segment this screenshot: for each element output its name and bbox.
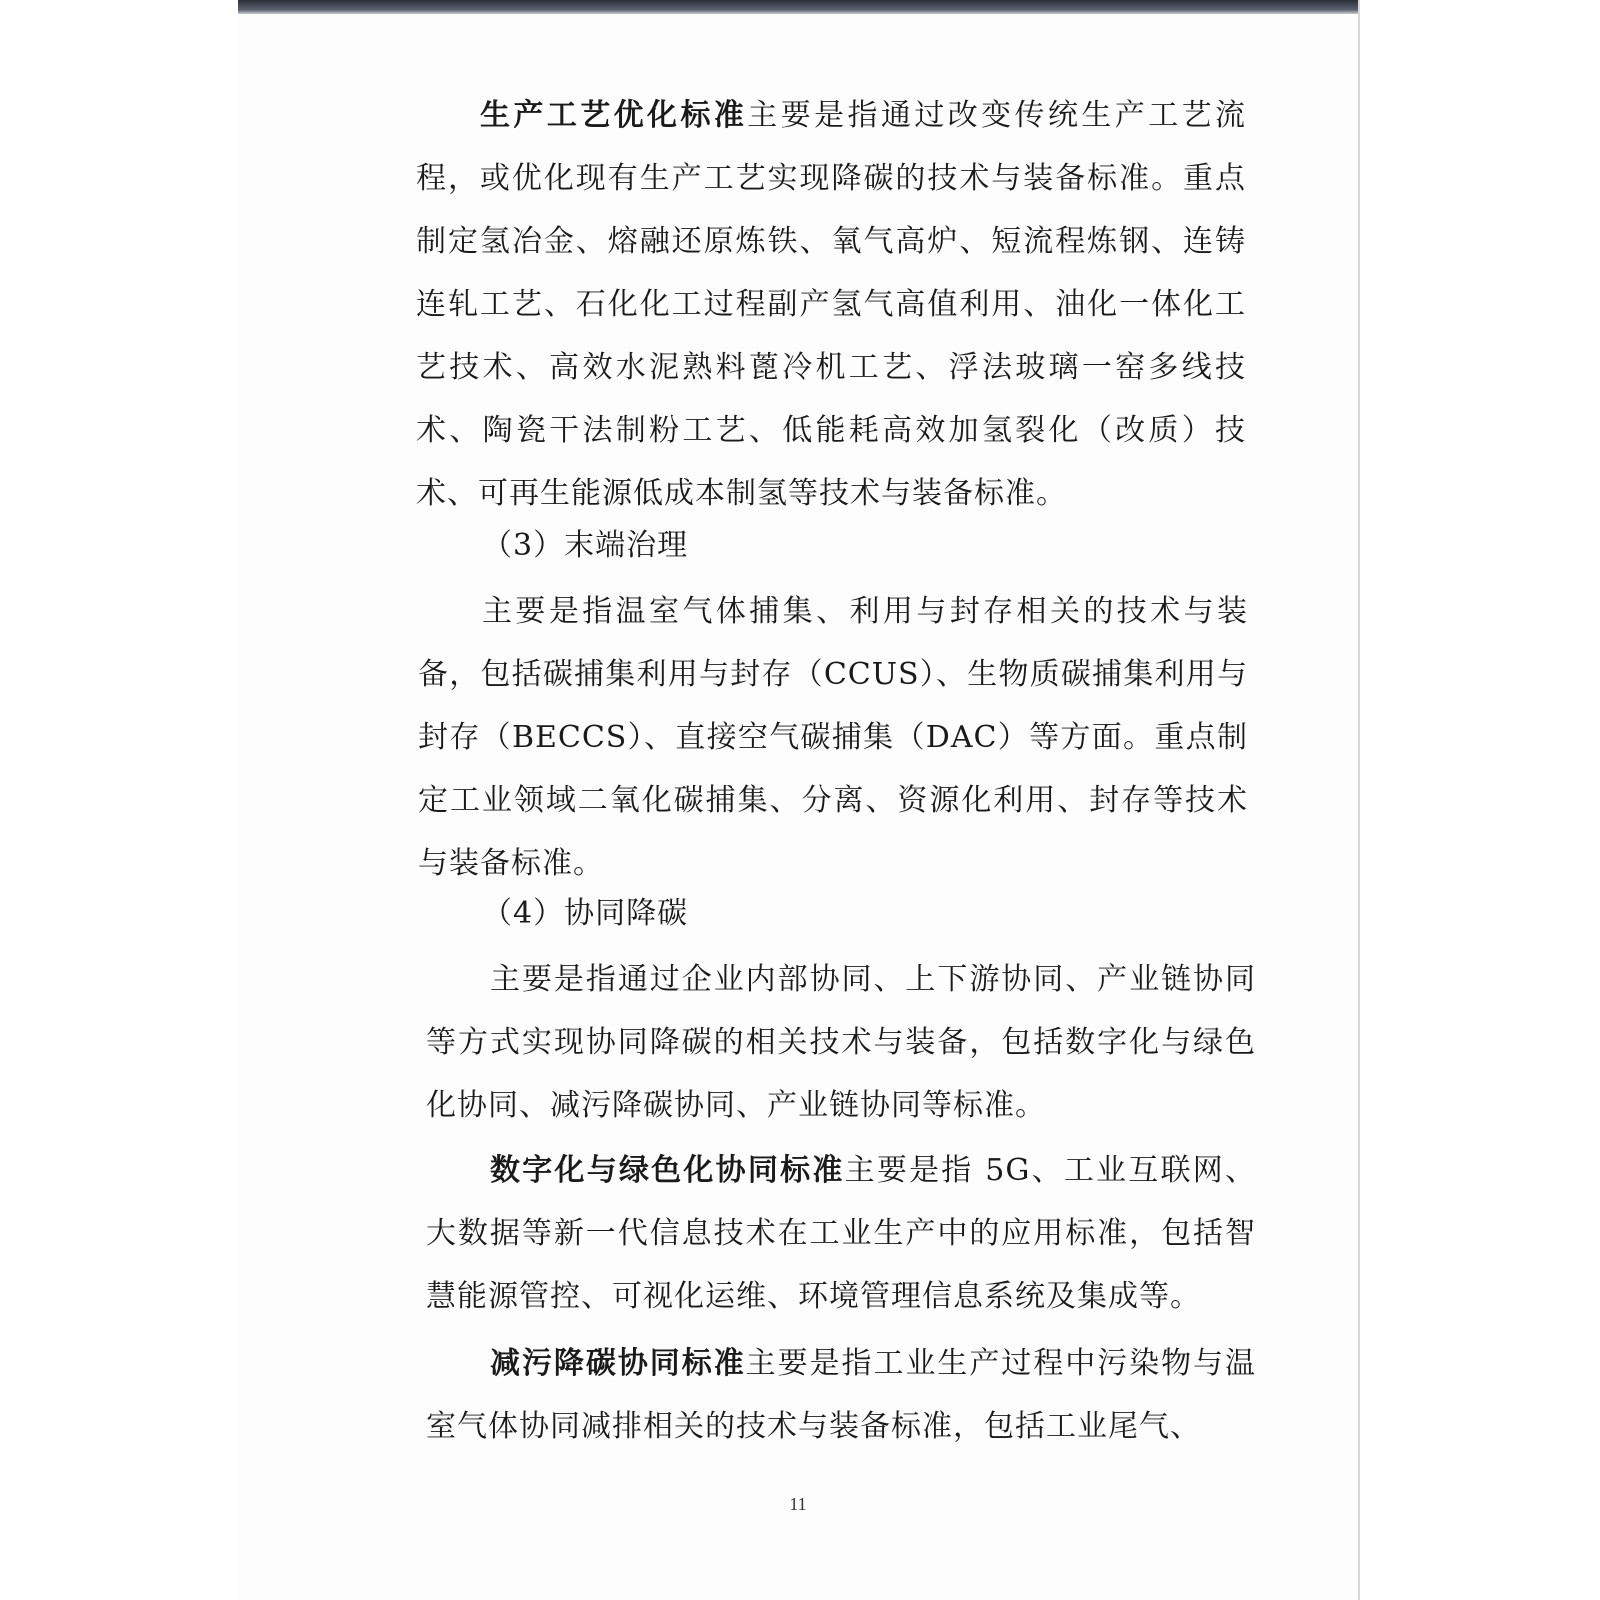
- paragraph-text: 主要是指工业生产过程中污染物与温室气体协同减排相关的技术与装备标准，包括工业尾气、: [426, 1346, 1257, 1444]
- section-heading-end-treatment: （3）末端治理: [482, 528, 689, 563]
- scan-top-edge: [238, 0, 1360, 14]
- paragraph-digital-green: [426, 1139, 1256, 1328]
- paragraph-process-optimization: [416, 84, 1246, 525]
- scan-right-edge: [1358, 0, 1360, 1600]
- paragraph-text: 主要是指通过改变传统生产工艺流程，或优化现有生产工艺实现降碳的技术与装备标准。重点制定氢冶金、熔融还原炼铁、氧气高炉、短流程炼钢、连铸连轧工艺、石化化工过程副产氢气高值利用、油化一体化工艺技术、高效水泥熟料蓖冷机工艺、浮法玻璃一窑多线技术、陶瓷干法制粉工艺、低能耗高效加氢裂化（改质）技术、可再生能源低成本制氢等技术与装备标准。: [416, 98, 1247, 511]
- paragraph-lead: 数字化与绿色化协同标准: [490, 1153, 845, 1188]
- document-page: [238, 14, 1358, 1600]
- page-number: 11: [789, 1494, 807, 1514]
- section-heading-collaborative-reduction: （4）协同降碳: [482, 896, 689, 931]
- paragraph-pollution-carbon: [426, 1332, 1256, 1458]
- paragraph-text: 主要是指 5G、工业互联网、大数据等新一代信息技术在工业生产中的应用标准，包括智慧能源管控、可视化运维、环境管理信息系统及集成等。: [426, 1153, 1257, 1314]
- paragraph-lead: 生产工艺优化标准: [480, 98, 748, 133]
- paragraph-text: 主要是指通过企业内部协同、上下游协同、产业链协同等方式实现协同降碳的相关技术与装备，包括数字化与绿色化协同、减污降碳协同、产业链协同等标准。: [426, 962, 1256, 1123]
- paragraph-end-treatment: [418, 580, 1248, 895]
- paragraph-text: 主要是指温室气体捕集、利用与封存相关的技术与装备，包括碳捕集利用与封存（CCUS）、生物质碳捕集利用与封存（BECCS）、直接空气碳捕集（DAC）等方面。重点制定工业领域二氧化碳捕集、分离、资源化利用、封存等技术与装备标准。: [418, 594, 1248, 881]
- paragraph-collaborative-reduction: [426, 948, 1256, 1137]
- paragraph-lead: 减污降碳协同标准: [490, 1346, 746, 1381]
